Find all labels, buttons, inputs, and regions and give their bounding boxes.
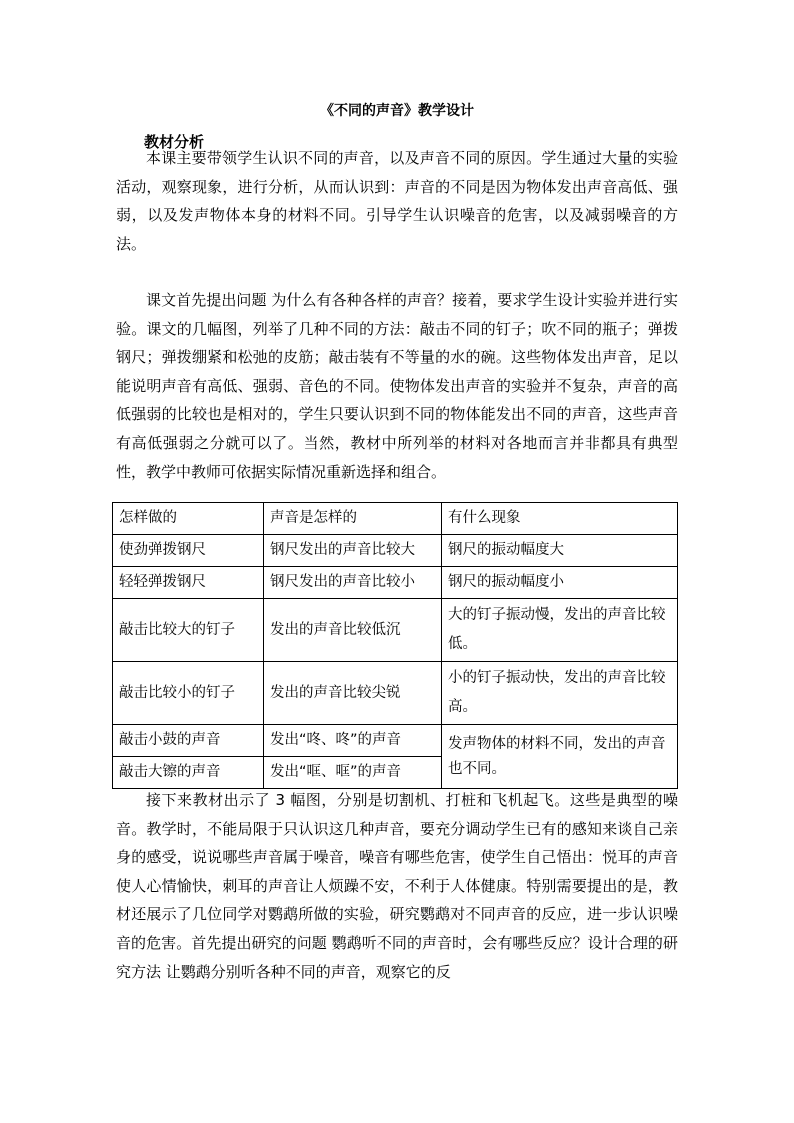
table-cell: 发出的声音比较尖锐 bbox=[264, 662, 442, 725]
sound-comparison-table bbox=[112, 502, 678, 789]
table-cell: 轻轻弹拨钢尺 bbox=[113, 567, 264, 599]
table-cell: 发出“哐、哐”的声音 bbox=[264, 757, 442, 789]
table-cell: 敲击大镲的声音 bbox=[113, 757, 264, 789]
table-cell: 敲击小鼓的声音 bbox=[113, 725, 264, 757]
section-heading: 教材分析 bbox=[144, 133, 205, 151]
table-row bbox=[113, 725, 678, 757]
table-cell-merged: 发声物体的材料不同，发出的声音也不同。 bbox=[442, 725, 678, 789]
paragraph-2: 课文首先提出问题 为什么有各种各样的声音？接着，要求学生设计实验并进行实验。课文的几幅图，列举了几种不同的方法：敲击不同的钉子；吹不同的瓶子；弹拨钢尺；弹拨绷紧和松弛的皮筋；敲击装有不等量的水的碗。这些物体发出声音，足以能说明声音有高低、强弱、音色的不同。使物体发出声音的实验并不复杂，声音的高低强弱的比较也是相对的，学生只要认识到不同的物体能发出不同的声音，这些声音有高低强弱之分就可以了。当然，教材中所列举的材料对各地而言并非都具有典型性，教学中教师可依据实际情况重新选择和组合。 bbox=[116, 291, 678, 481]
table-cell: 使劲弹拨钢尺 bbox=[113, 535, 264, 567]
table-header-cell: 声音是怎样的 bbox=[264, 503, 442, 535]
document-title: 《不同的声音》教学设计 bbox=[320, 103, 474, 119]
paragraph-3: 接下来教材出示了 3 幅图，分别是切割机、打桩和飞机起飞。这些是典型的噪音。教学时，不能局限于只认识这几种声音，要充分调动学生已有的感知来谈自己亲身的感受，说说哪些声音属于噪音，噪音有哪些危害，使学生自己悟出：悦耳的声音使人心情愉快，刺耳的声音让人烦躁不安，不利于人体健康。特别需要提出的是，教材还展示了几位同学对鹦鹉所做的实验，研究鹦鹉对不同声音的反应，进一步认识噪音的危害。首先提出研究的问题 鹦鹉听不同的声音时，会有哪些反应？设计合理的研究方法 让鹦鹉分别听各种不同的声音，观察它的反 bbox=[116, 791, 678, 981]
table-row bbox=[113, 535, 678, 567]
table-row bbox=[113, 662, 678, 725]
table-row bbox=[113, 567, 678, 599]
table-header-row bbox=[113, 503, 678, 535]
table-cell: 大的钉子振动慢，发出的声音比较低。 bbox=[442, 599, 678, 662]
table-cell: 钢尺发出的声音比较大 bbox=[264, 535, 442, 567]
table-header-cell: 有什么现象 bbox=[442, 503, 678, 535]
table-cell: 钢尺的振动幅度大 bbox=[442, 535, 678, 567]
paragraph-1: 本课主要带领学生认识不同的声音，以及声音不同的原因。学生通过大量的实验活动，观察现象，进行分析，从而认识到：声音的不同是因为物体发出声音高低、强弱，以及发声物体本身的材料不同。引导学生认识噪音的危害，以及减弱噪音的方法。 bbox=[116, 149, 678, 253]
table-cell: 钢尺的振动幅度小 bbox=[442, 567, 678, 599]
table-cell: 小的钉子振动快，发出的声音比较高。 bbox=[442, 662, 678, 725]
table-cell: 钢尺发出的声音比较小 bbox=[264, 567, 442, 599]
table-header-cell: 怎样做的 bbox=[113, 503, 264, 535]
table-cell: 敲击比较小的钉子 bbox=[113, 662, 264, 725]
table-cell: 敲击比较大的钉子 bbox=[113, 599, 264, 662]
table-row bbox=[113, 599, 678, 662]
table-cell: 发出的声音比较低沉 bbox=[264, 599, 442, 662]
table-cell: 发出“咚、咚”的声音 bbox=[264, 725, 442, 757]
